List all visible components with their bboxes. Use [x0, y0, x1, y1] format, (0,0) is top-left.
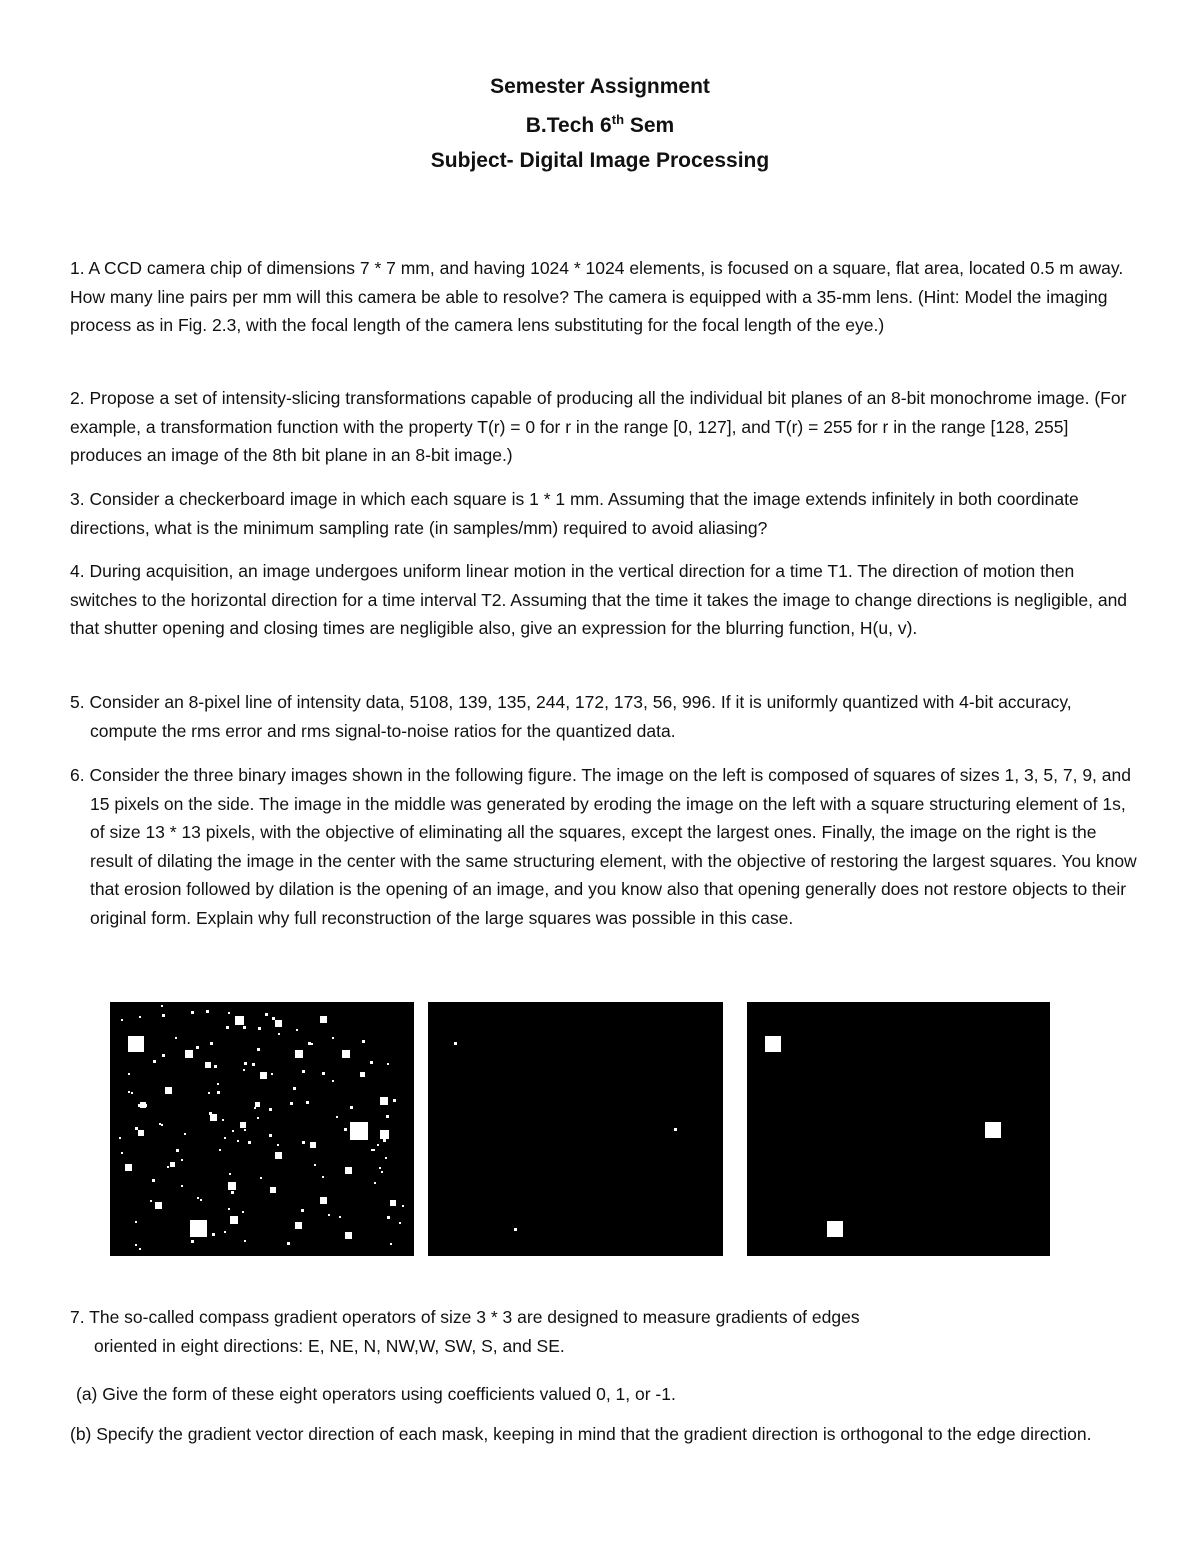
small-square — [252, 1063, 255, 1066]
question-7-line-1: 7. The so-called compass gradient operators of size 3 * 3 are designed to measure gradients of edges — [70, 1307, 860, 1327]
medium-square — [125, 1164, 132, 1171]
small-square — [176, 1149, 179, 1152]
small-square — [314, 1164, 316, 1166]
small-square — [402, 1205, 404, 1207]
small-square — [167, 1166, 169, 1168]
residue-point — [454, 1042, 457, 1045]
small-square — [350, 1106, 353, 1109]
small-square — [271, 1073, 273, 1075]
small-square — [265, 1013, 268, 1016]
course-line — [0, 112, 1200, 138]
small-square — [162, 1054, 165, 1057]
small-square — [159, 1123, 161, 1125]
medium-square — [295, 1050, 303, 1058]
small-square — [362, 1040, 365, 1043]
medium-square — [210, 1114, 217, 1121]
small-square — [209, 1112, 212, 1115]
small-square — [119, 1137, 121, 1139]
small-square — [328, 1214, 330, 1216]
small-square — [387, 1216, 390, 1219]
figure-eroded — [428, 1002, 723, 1256]
question-6-text: 6. Consider the three binary images shown in the following figure. The image on the left is composed of squares of sizes 1, 3, 5, 7, 9, and 15 pixels on the side. The image in the middle was generated by eroding the image on the left with a square structuring element of 1s, of size 13 * 13 pixels, with the objective of eliminating all the squares, except the largest ones. Finally, the image on the right is the result of dilating the image in the center with the same structuring element, with the objective of restoring the largest squares. You know that erosion followed by dilation is the opening of an image, and you know also that opening generally does not restore objects to their original form. Explain why full reconstruction of the large squares was possible in this case. — [70, 765, 1137, 928]
small-square — [258, 1027, 261, 1030]
small-square — [224, 1231, 226, 1233]
small-square — [278, 1033, 280, 1035]
medium-square — [230, 1216, 238, 1224]
small-square — [387, 1063, 389, 1065]
original-squares-image — [110, 1002, 414, 1256]
course-prefix: B.Tech 6 — [525, 114, 612, 137]
figure-original-squares — [110, 1002, 414, 1256]
medium-square — [380, 1130, 389, 1139]
question-7b: (b) Specify the gradient vector direction of each mask, keeping in mind that the gradient direction is orthogonal to the edge direction. — [70, 1424, 1092, 1444]
small-square — [290, 1102, 293, 1105]
small-square — [244, 1062, 247, 1065]
figure-dilated — [747, 1002, 1050, 1256]
medium-square — [342, 1050, 350, 1058]
small-square — [272, 1017, 275, 1020]
small-square — [332, 1080, 334, 1082]
small-square — [131, 1092, 133, 1094]
small-square — [128, 1091, 130, 1093]
small-square — [308, 1042, 311, 1045]
small-square — [269, 1134, 272, 1137]
small-square — [162, 1014, 165, 1017]
document-title: Semester Assignment — [490, 75, 710, 98]
question-5-text: 5. Consider an 8-pixel line of intensity data, 5108, 139, 135, 244, 172, 173, 56, 996. If it is uniformly quantized with 4-bit accuracy, compute the rms error and rms signal-to-noise ratios for the quantized data. — [70, 692, 1072, 741]
small-square — [219, 1149, 221, 1151]
small-square — [121, 1152, 123, 1154]
small-square — [243, 1026, 246, 1029]
small-square — [344, 1128, 347, 1131]
large-square — [128, 1036, 144, 1052]
residue-point — [674, 1128, 677, 1131]
medium-square — [260, 1072, 267, 1079]
small-square — [228, 1208, 230, 1210]
medium-square — [228, 1182, 236, 1190]
small-square — [332, 1037, 334, 1039]
medium-square — [155, 1202, 162, 1209]
medium-square — [235, 1016, 244, 1025]
small-square — [231, 1191, 234, 1194]
small-square — [296, 1029, 298, 1031]
small-square — [336, 1116, 338, 1118]
small-square — [133, 1050, 135, 1052]
medium-square — [270, 1187, 276, 1193]
small-square — [269, 1108, 272, 1111]
medium-square — [185, 1050, 193, 1058]
small-square — [181, 1159, 183, 1161]
small-square — [222, 1119, 224, 1121]
medium-square — [138, 1130, 144, 1136]
small-square — [242, 1211, 244, 1213]
small-square — [377, 1144, 379, 1146]
medium-square — [255, 1102, 260, 1107]
small-square — [254, 1107, 256, 1109]
question-3: 3. Consider a checkerboard image in which each square is 1 * 1 mm. Assuming that the image extends infinitely in both coordinate directions, what is the minimum sampling rate (in samples/mm) required to avoid aliasing? — [70, 489, 1079, 538]
small-square — [311, 1043, 313, 1045]
small-square — [228, 1012, 230, 1014]
small-square — [214, 1065, 217, 1068]
subject-line: Subject- Digital Image Processing — [430, 149, 770, 172]
medium-square — [380, 1097, 388, 1105]
question-5 — [70, 688, 1138, 745]
restored-square — [765, 1036, 781, 1052]
residue-point — [514, 1228, 517, 1231]
small-square — [139, 1016, 141, 1018]
small-square — [212, 1233, 215, 1236]
question-6 — [70, 761, 1138, 932]
small-square — [386, 1115, 389, 1118]
small-square — [287, 1242, 290, 1245]
small-square — [144, 1104, 147, 1107]
small-square — [373, 1149, 375, 1151]
small-square — [385, 1157, 387, 1159]
dilated-image — [747, 1002, 1050, 1256]
small-square — [379, 1167, 381, 1169]
question-4: 4. During acquisition, an image undergoes uniform linear motion in the vertical direction for a time T1. The direction of motion then switches to the horizontal direction for a time interval T2. Assuming that the time it takes the image to change directions is negligible, and that shutter opening and closing times are negligible also, give an expression for the blurring function, H(u, v). — [70, 561, 1128, 638]
small-square — [128, 1073, 130, 1075]
small-square — [206, 1010, 209, 1013]
medium-square — [345, 1232, 352, 1239]
small-square — [181, 1185, 183, 1187]
small-square — [301, 1209, 304, 1212]
question-1: 1. A CCD camera chip of dimensions 7 * 7 mm, and having 1024 * 1024 elements, is focused on a square, flat area, located 0.5 m away. How many line pairs per mm will this camera be able to resolve? The camera is equipped with a 35-mm lens. (Hint: Model the imaging process as in Fig. 2.3, with the focal length of the camera lens substituting for the focal length of the eye.) — [70, 258, 1124, 335]
large-square — [190, 1220, 207, 1237]
small-square — [226, 1026, 229, 1029]
small-square — [208, 1092, 210, 1094]
small-square — [138, 1104, 141, 1107]
small-square — [322, 1072, 325, 1075]
medium-square — [295, 1222, 302, 1229]
small-square — [371, 1149, 373, 1151]
small-square — [161, 1124, 163, 1126]
small-square — [150, 1200, 152, 1202]
small-square — [217, 1083, 219, 1085]
small-square — [175, 1037, 177, 1039]
small-square — [390, 1243, 392, 1245]
small-square — [302, 1141, 305, 1144]
small-square — [393, 1099, 396, 1102]
small-square — [165, 1089, 168, 1092]
small-square — [191, 1011, 194, 1014]
course-suffix: Sem — [624, 114, 675, 137]
small-square — [210, 1042, 213, 1045]
small-square — [257, 1048, 260, 1051]
small-square — [135, 1221, 137, 1223]
small-square — [322, 1176, 324, 1178]
small-square — [224, 1137, 226, 1139]
small-square — [243, 1069, 245, 1071]
small-square — [121, 1019, 123, 1021]
small-square — [339, 1216, 341, 1218]
medium-square — [310, 1142, 316, 1148]
course-superscript: th — [611, 112, 625, 127]
small-square — [277, 1144, 279, 1146]
question-2: 2. Propose a set of intensity-slicing transformations capable of producing all the individual bit planes of an 8-bit monochrome image. (For example, a transformation function with the property T(r) = 0 for r in the range [0, 127], and T(r) = 255 for r in the range [128, 255] produces an image of the 8th bit plane in an 8-bit image.) — [70, 388, 1127, 465]
small-square — [370, 1061, 373, 1064]
medium-square — [320, 1197, 327, 1204]
small-square — [191, 1240, 194, 1243]
small-square — [184, 1133, 186, 1135]
question-7a: (a) Give the form of these eight operators using coefficients valued 0, 1, or -1. — [76, 1384, 676, 1404]
medium-square — [360, 1072, 365, 1077]
small-square — [399, 1222, 401, 1224]
small-square — [152, 1179, 155, 1182]
small-square — [306, 1101, 309, 1104]
small-square — [232, 1130, 234, 1132]
small-square — [381, 1171, 383, 1173]
small-square — [196, 1046, 199, 1049]
small-square — [248, 1141, 251, 1144]
restored-square — [985, 1122, 1001, 1138]
small-square — [260, 1177, 262, 1179]
small-square — [237, 1140, 239, 1142]
medium-square — [170, 1162, 175, 1167]
medium-square — [275, 1020, 282, 1027]
medium-square — [390, 1200, 396, 1206]
small-square — [229, 1173, 231, 1175]
small-square — [197, 1197, 199, 1199]
restored-square — [827, 1221, 843, 1237]
small-square — [383, 1139, 386, 1142]
small-square — [374, 1182, 376, 1184]
small-square — [244, 1240, 246, 1242]
small-square — [161, 1005, 163, 1007]
medium-square — [205, 1062, 211, 1068]
small-square — [293, 1087, 296, 1090]
small-square — [257, 1117, 259, 1119]
small-square — [200, 1199, 202, 1201]
small-square — [244, 1129, 246, 1131]
medium-square — [240, 1122, 246, 1128]
small-square — [153, 1060, 156, 1063]
medium-square — [320, 1016, 327, 1023]
large-square — [350, 1122, 368, 1140]
eroded-image — [428, 1002, 723, 1256]
small-square — [135, 1127, 138, 1130]
small-square — [139, 1248, 141, 1250]
medium-square — [345, 1167, 352, 1174]
medium-square — [275, 1152, 282, 1159]
question-7-line-2: oriented in eight directions: E, NE, N, NW,W, SW, S, and SE. — [94, 1336, 565, 1356]
small-square — [135, 1244, 137, 1246]
small-square — [217, 1091, 220, 1094]
small-square — [302, 1070, 305, 1073]
